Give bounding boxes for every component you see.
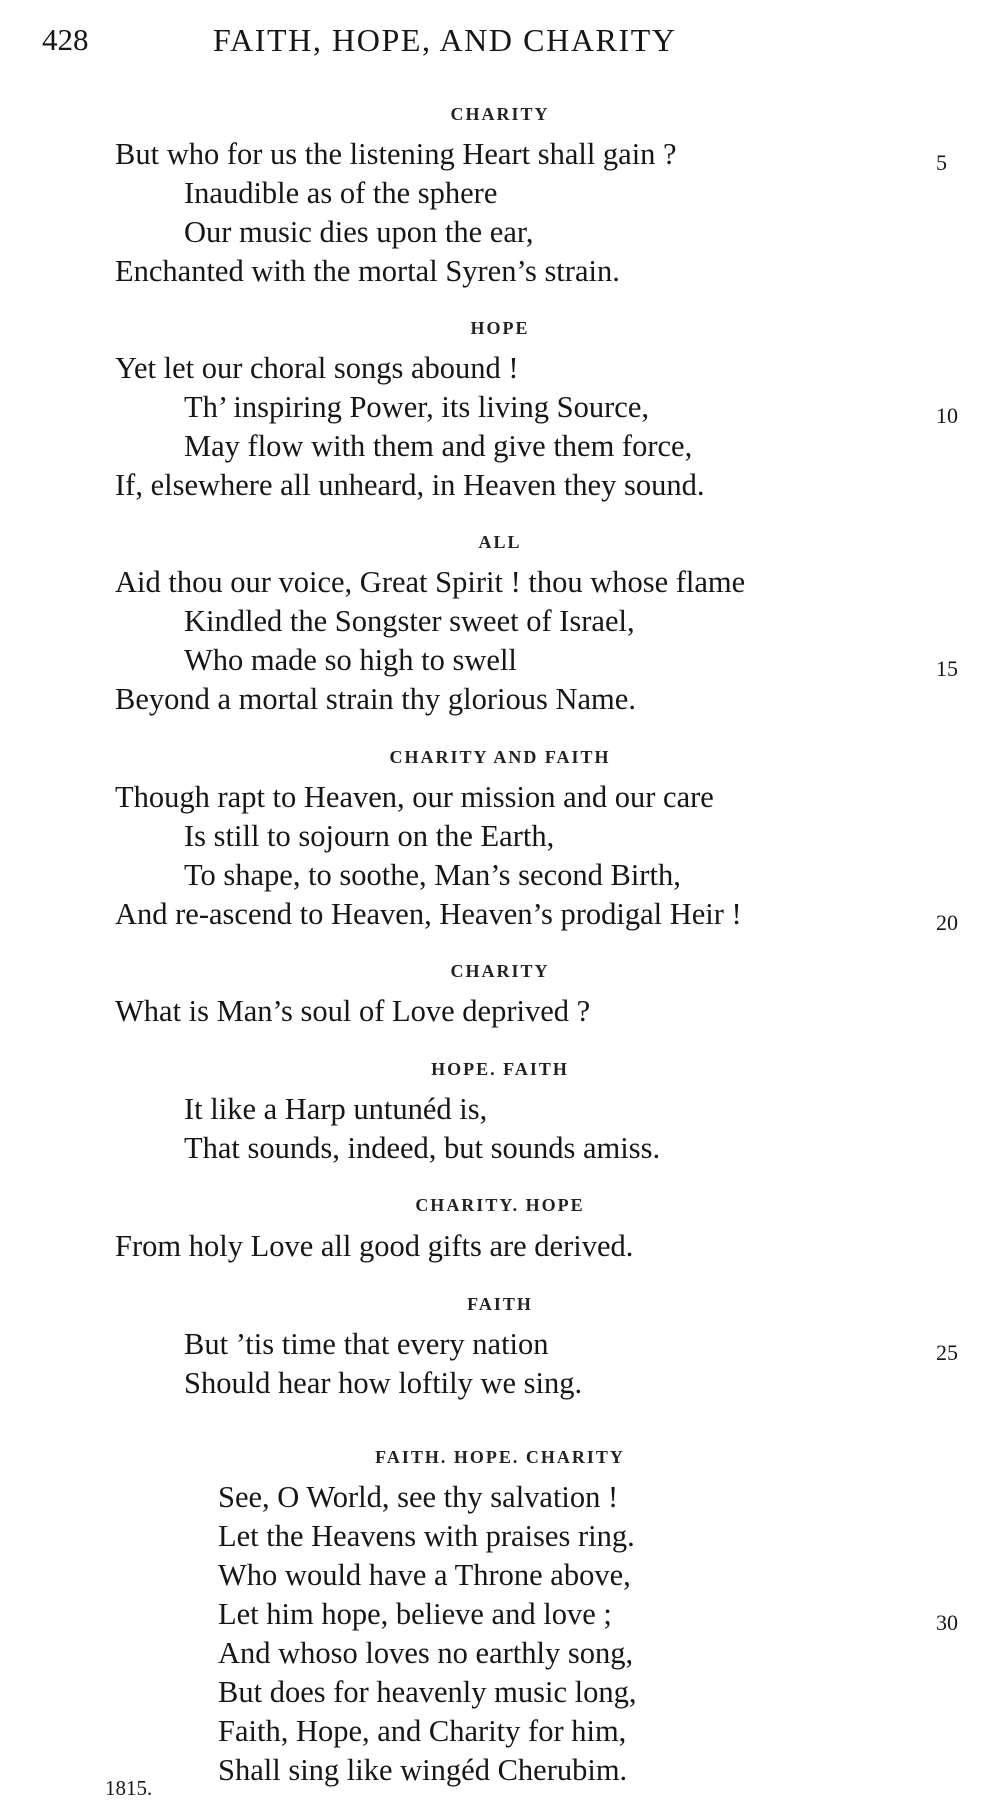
verse-line: But who for us the listening Heart shall gain ? <box>115 137 677 171</box>
line-number: 15 <box>936 656 958 681</box>
speaker-heading: FAITH <box>467 1294 533 1314</box>
page-number: 428 <box>42 22 89 57</box>
composition-date: 1815. <box>105 1776 153 1800</box>
verse-line: Beyond a mortal strain thy glorious Name. <box>115 682 636 716</box>
verse-line: To shape, to soothe, Man’s second Birth, <box>184 858 681 892</box>
verse-line: Shall sing like wingéd Cherubim. <box>218 1753 628 1787</box>
verse-line: What is Man’s soul of Love deprived ? <box>115 994 591 1028</box>
verse-line: Who would have a Throne above, <box>218 1558 631 1592</box>
line-number: 30 <box>936 1610 958 1635</box>
running-head: FAITH, HOPE, AND CHARITY <box>213 22 677 58</box>
verse-line: Kindled the Songster sweet of Israel, <box>184 604 635 638</box>
speaker-heading: CHARITY. HOPE <box>415 1195 585 1215</box>
line-number: 5 <box>936 150 947 175</box>
verse-line: That sounds, indeed, but sounds amiss. <box>184 1131 661 1165</box>
verse-line: It like a Harp untunéd is, <box>184 1092 488 1126</box>
verse-line: Should hear how loftily we sing. <box>184 1366 583 1400</box>
speaker-heading: CHARITY AND FAITH <box>389 747 611 767</box>
verse-line: From holy Love all good gifts are derived. <box>115 1229 634 1263</box>
line-number: 20 <box>936 910 958 935</box>
verse-line: Yet let our choral songs abound ! <box>115 351 519 385</box>
verse-line: Let him hope, believe and love ; <box>218 1597 612 1631</box>
speaker-heading: HOPE <box>470 318 530 338</box>
line-number: 25 <box>936 1340 958 1365</box>
verse-line: And re-ascend to Heaven, Heaven’s prodigal Heir ! <box>115 897 742 931</box>
line-number: 10 <box>936 403 958 428</box>
speaker-heading: FAITH. HOPE. CHARITY <box>375 1447 625 1467</box>
verse-line: Th’ inspiring Power, its living Source, <box>184 390 649 424</box>
verse-line: Enchanted with the mortal Syren’s strain. <box>115 254 620 288</box>
verse-line: Aid thou our voice, Great Spirit ! thou whose flame <box>115 565 746 599</box>
verse-line: Let the Heavens with praises ring. <box>218 1519 635 1553</box>
verse-line: And whoso loves no earthly song, <box>218 1636 634 1670</box>
verse-line: Is still to sojourn on the Earth, <box>184 819 555 853</box>
verse-line: Faith, Hope, and Charity for him, <box>218 1714 627 1748</box>
speaker-heading: HOPE. FAITH <box>431 1059 569 1079</box>
verse-line: Inaudible as of the sphere <box>184 176 498 210</box>
verse-line: But does for heavenly music long, <box>218 1675 637 1709</box>
verse-line: Though rapt to Heaven, our mission and our care <box>115 780 714 814</box>
verse-line: Who made so high to swell <box>184 643 517 677</box>
verse-line: See, O World, see thy salvation ! <box>218 1480 619 1514</box>
verse-line: Our music dies upon the ear, <box>184 215 534 249</box>
verse-line: If, elsewhere all unheard, in Heaven they sound. <box>115 468 705 502</box>
speaker-heading: CHARITY <box>450 104 550 124</box>
verse-line: But ’tis time that every nation <box>184 1327 549 1361</box>
speaker-heading: CHARITY <box>450 961 550 981</box>
verse-line: May flow with them and give them force, <box>184 429 693 463</box>
speaker-heading: ALL <box>478 532 522 552</box>
